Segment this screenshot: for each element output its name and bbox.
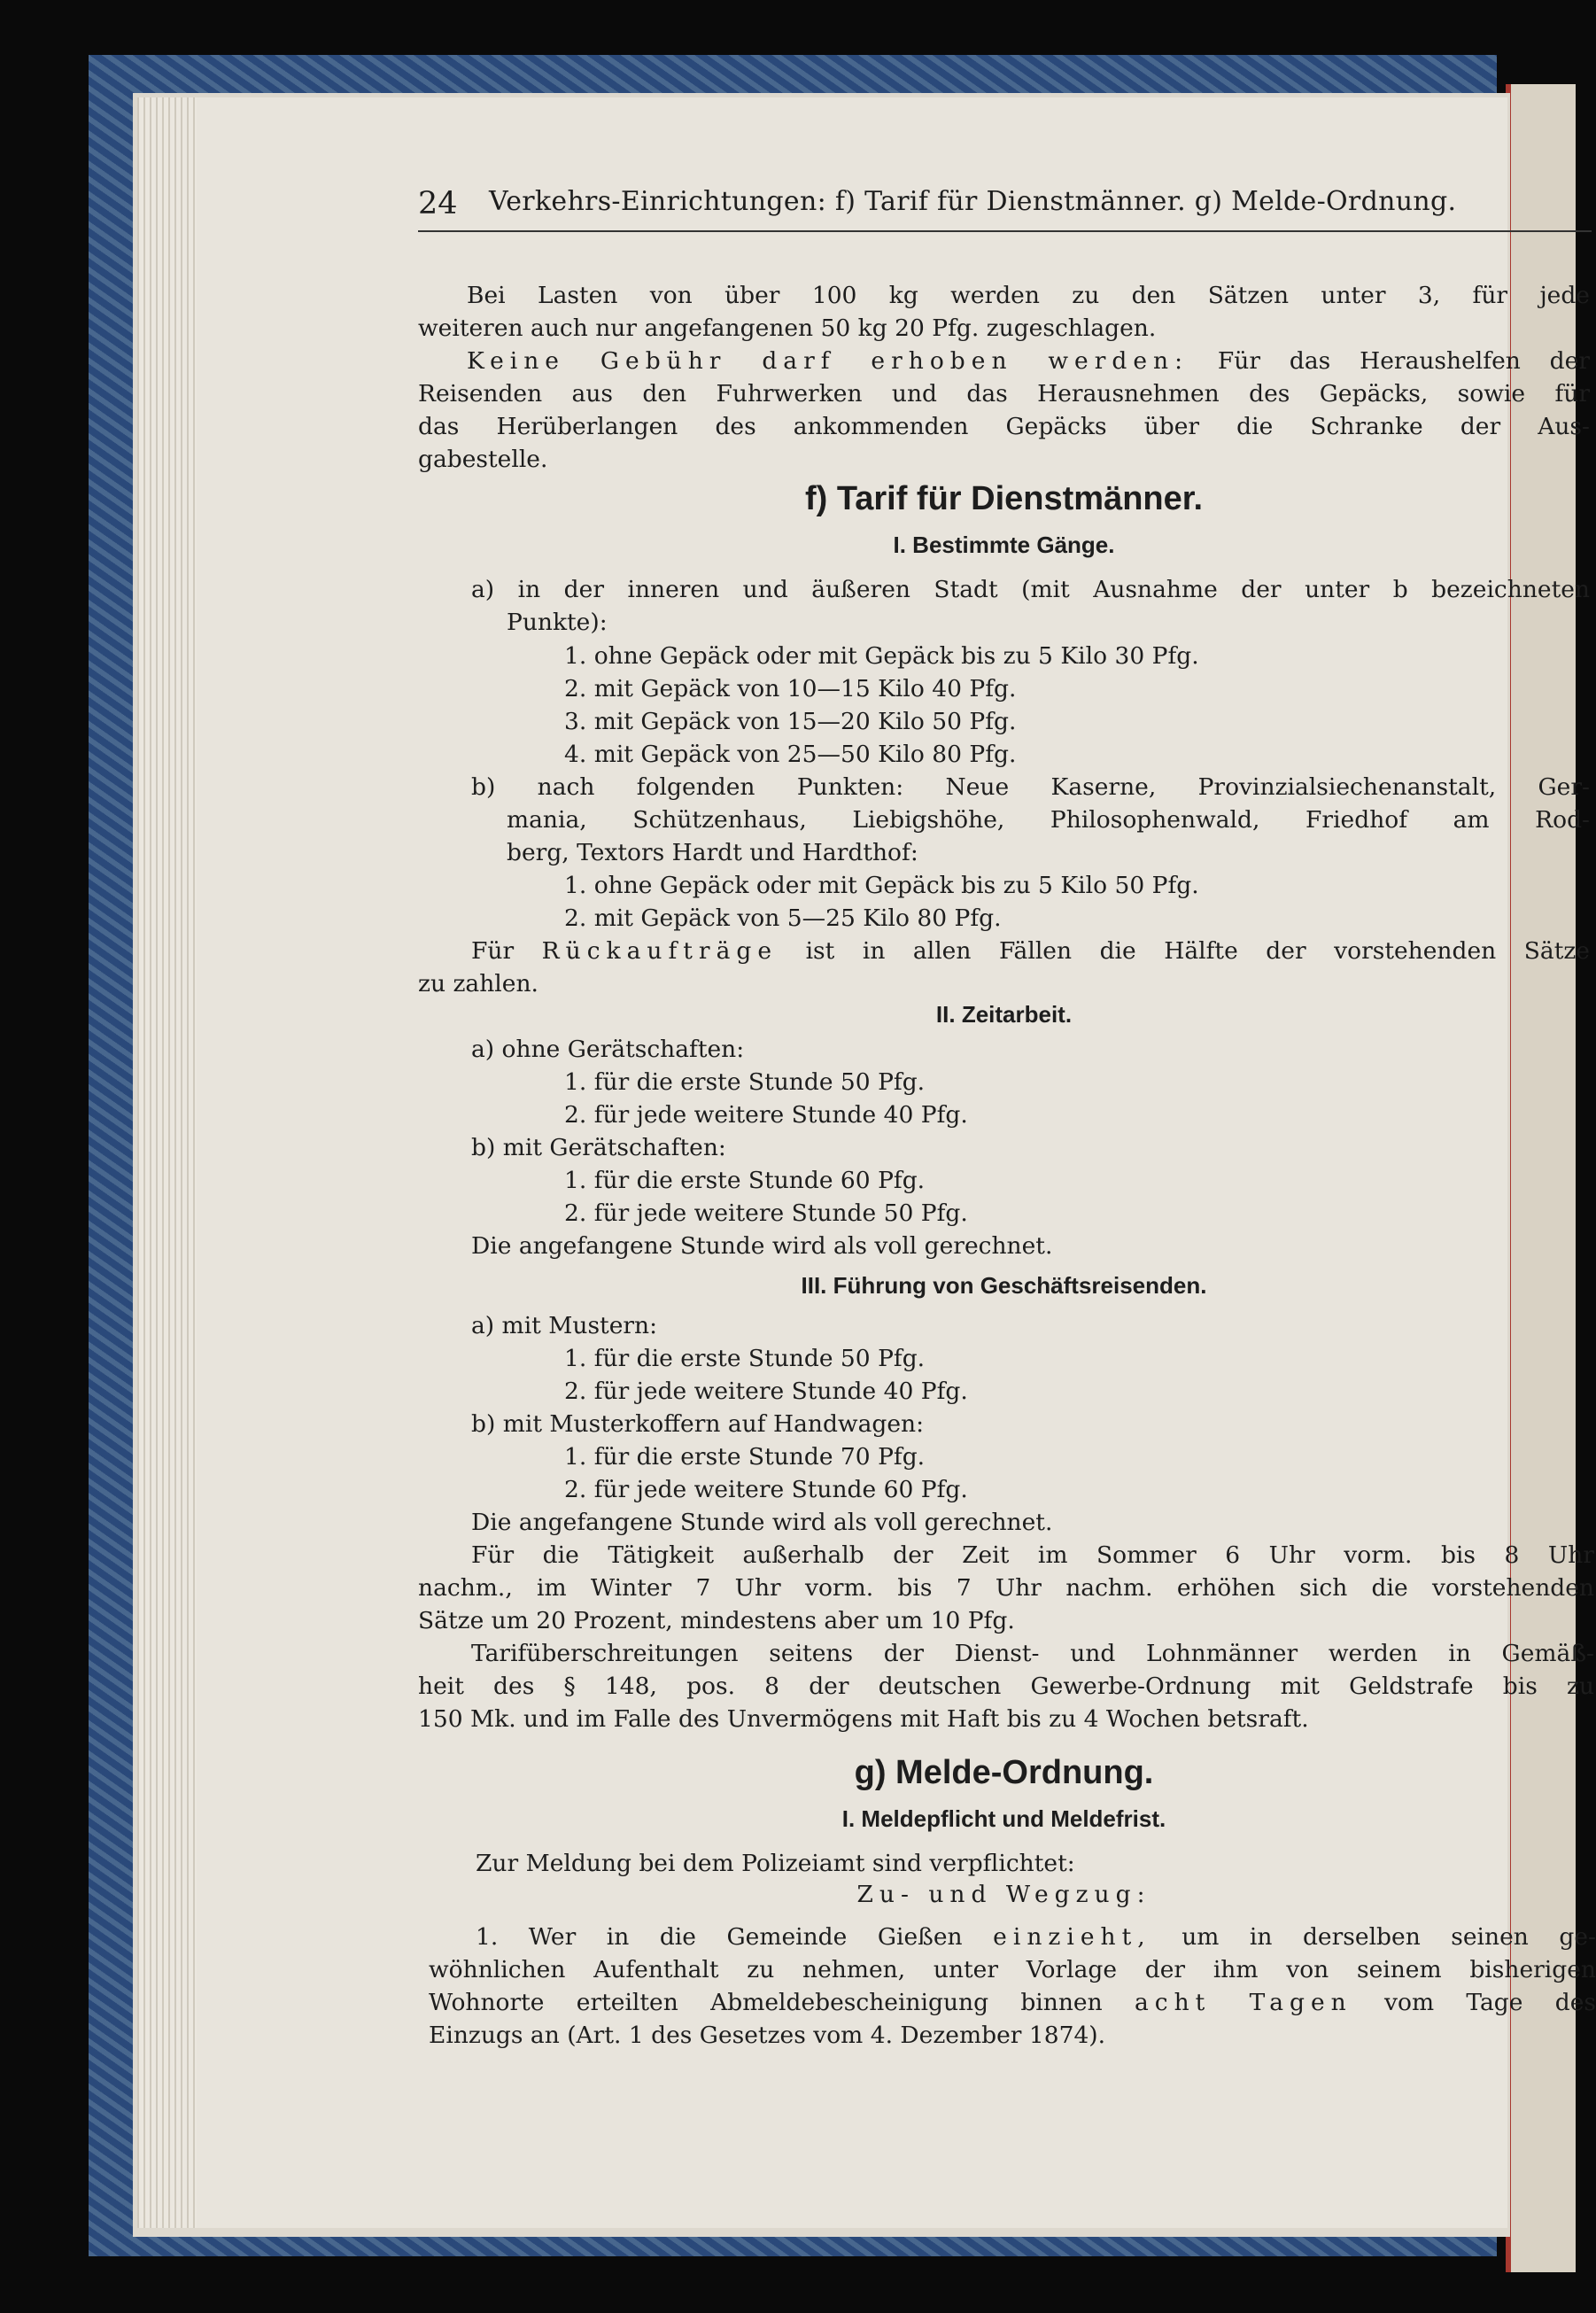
f-b-line1: b) nach folgenden Punkten: Neue Kaserne, Provinzialsiechenanstalt, Ger- <box>471 773 1590 801</box>
g-b-item-2: 2. für jede weitere Stunde 60 Pfg. <box>564 1476 968 1503</box>
text: 1. Wer in die Gemeinde Gießen <box>476 1923 963 1951</box>
ueberschreitung-line2: heit des § 148, pos. 8 der deutschen Gewerbe-Ordnung mit Geldstrafe bis zu <box>418 1673 1594 1700</box>
section-g-title: g) Melde-Ordnung. <box>854 1754 1154 1791</box>
f-a-item-4: 4. mit Gepäck von 25—50 Kilo 80 Pfg. <box>564 741 1017 768</box>
emphasis: acht Tagen <box>1134 1989 1352 2016</box>
f-b-line3: berg, Textors Hardt und Hardthof: <box>507 839 918 866</box>
intro-p2-line4: gabestelle. <box>418 446 548 473</box>
section-f-title: f) Tarif für Dienstmänner. <box>804 480 1204 517</box>
meldung-intro: Zur Meldung bei dem Polizeiamt sind verpflichtet: <box>476 1850 1075 1877</box>
text: Für das Heraushelfen der <box>1217 347 1590 375</box>
text: ist in allen Fällen die Hälfte der vorstehenden Sätze <box>805 937 1590 965</box>
emphasis: einzieht, <box>993 1923 1151 1951</box>
ueberschreitung-line1: Tarifüberschreitungen seitens der Dienst- und Lohnmänner werden in Gemäß- <box>471 1640 1594 1667</box>
f-a-line1: a) in der inneren und äußeren Stadt (mit Ausnahme der unter b bezeichneten <box>471 576 1590 603</box>
text: um in derselben seinen ge- <box>1182 1923 1596 1951</box>
f-b-line2: mania, Schützenhaus, Liebigshöhe, Philosophenwald, Friedhof am Rod- <box>507 806 1590 834</box>
z-b: b) mit Gerätschaften: <box>471 1134 726 1161</box>
rueckauftraege-line1 <box>471 935 1590 967</box>
rueckauftraege-line2: zu zahlen. <box>418 970 538 997</box>
g-p1-line4: Einzugs an (Art. 1 des Gesetzes vom 4. Dezember 1874). <box>429 2022 1106 2049</box>
intro-p2-line2: Reisenden aus den Fuhrwerken und das Herausnehmen des Gepäcks, sowie für <box>418 380 1590 407</box>
f-a-line2: Punkte): <box>507 609 608 636</box>
z-a: a) ohne Gerätschaften: <box>471 1036 745 1063</box>
section-f-sub3: III. Führung von Geschäftsreisenden. <box>801 1272 1207 1299</box>
text: Wohnorte erteilten Abmeldebescheinigung binnen <box>429 1989 1103 2016</box>
z-b-item-2: 2. für jede weitere Stunde 50 Pfg. <box>564 1199 968 1227</box>
g-a-item-1: 1. für die erste Stunde 50 Pfg. <box>564 1345 926 1372</box>
book-page <box>197 97 1596 2228</box>
intro-p2-line3: das Herüberlangen des ankommenden Gepäcks über die Schranke der Aus- <box>418 413 1590 440</box>
section-g-sub1: I. Meldepflicht und Meldefrist. <box>841 1805 1166 1832</box>
emphasis: Rückaufträge <box>541 937 779 965</box>
text: Für <box>471 937 515 965</box>
taetigkeit-line3: Sätze um 20 Prozent, mindestens aber um 10 Pfg. <box>418 1607 1015 1634</box>
section-f-sub2: II. Zeitarbeit. <box>935 1001 1073 1028</box>
ueberschreitung-line3: 150 Mk. und im Falle des Unvermögens mit Haft bis zu 4 Wochen betsraft. <box>418 1705 1309 1733</box>
intro-p1-line1: Bei Lasten von über 100 kg werden zu den Sätzen unter 3, für jede <box>467 282 1590 309</box>
zuzug-heading: Zu- und Wegzug: <box>856 1881 1151 1908</box>
f-a-item-1: 1. ohne Gepäck oder mit Gepäck bis zu 5 Kilo 30 Pfg. <box>564 642 1199 670</box>
z-note: Die angefangene Stunde wird als voll gerechnet. <box>471 1232 1053 1260</box>
f-b-item-1: 1. ohne Gepäck oder mit Gepäck bis zu 5 Kilo 50 Pfg. <box>564 872 1199 899</box>
g-p1-line1 <box>476 1921 1596 1953</box>
g-p1-line2: wöhnlichen Aufenthalt zu nehmen, unter Vorlage der ihm von seinem bisherigen <box>429 1956 1596 1983</box>
page-edges <box>137 97 199 2228</box>
z-b-item-1: 1. für die erste Stunde 60 Pfg. <box>564 1167 926 1194</box>
f-a-item-3: 3. mit Gepäck von 15—20 Kilo 50 Pfg. <box>564 708 1017 735</box>
intro-p1-line2: weiteren auch nur angefangenen 50 kg 20 Pfg. zugeschlagen. <box>418 314 1157 342</box>
page-number: 24 <box>418 186 458 221</box>
z-a-item-2: 2. für jede weitere Stunde 40 Pfg. <box>564 1101 968 1129</box>
g-b: b) mit Musterkoffern auf Handwagen: <box>471 1410 925 1438</box>
taetigkeit-line1: Für die Tätigkeit außerhalb der Zeit im Sommer 6 Uhr vorm. bis 8 Uhr <box>471 1541 1594 1569</box>
g-a-item-2: 2. für jede weitere Stunde 40 Pfg. <box>564 1378 968 1405</box>
g-p1-line3 <box>429 1986 1596 2019</box>
f-b-item-2: 2. mit Gepäck von 5—25 Kilo 80 Pfg. <box>564 904 1002 932</box>
text: vom Tage des <box>1384 1989 1596 2016</box>
taetigkeit-line2: nachm., im Winter 7 Uhr vorm. bis 7 Uhr nachm. erhöhen sich die vorstehenden <box>418 1574 1594 1602</box>
emphasis: Keine Gebühr darf erhoben werden: <box>467 347 1189 375</box>
z-a-item-1: 1. für die erste Stunde 50 Pfg. <box>564 1068 926 1096</box>
g-note: Die angefangene Stunde wird als voll gerechnet. <box>471 1509 1053 1536</box>
f-a-item-2: 2. mit Gepäck von 10—15 Kilo 40 Pfg. <box>564 675 1017 702</box>
g-b-item-1: 1. für die erste Stunde 70 Pfg. <box>564 1443 926 1471</box>
g-a: a) mit Mustern: <box>471 1312 658 1339</box>
intro-p2-line1 <box>467 345 1590 377</box>
running-title: Verkehrs-Einrichtungen: f) Tarif für Dienstmänner. g) Melde-Ordnung. <box>489 186 1457 217</box>
section-f-sub1: I. Bestimmte Gänge. <box>893 532 1115 558</box>
